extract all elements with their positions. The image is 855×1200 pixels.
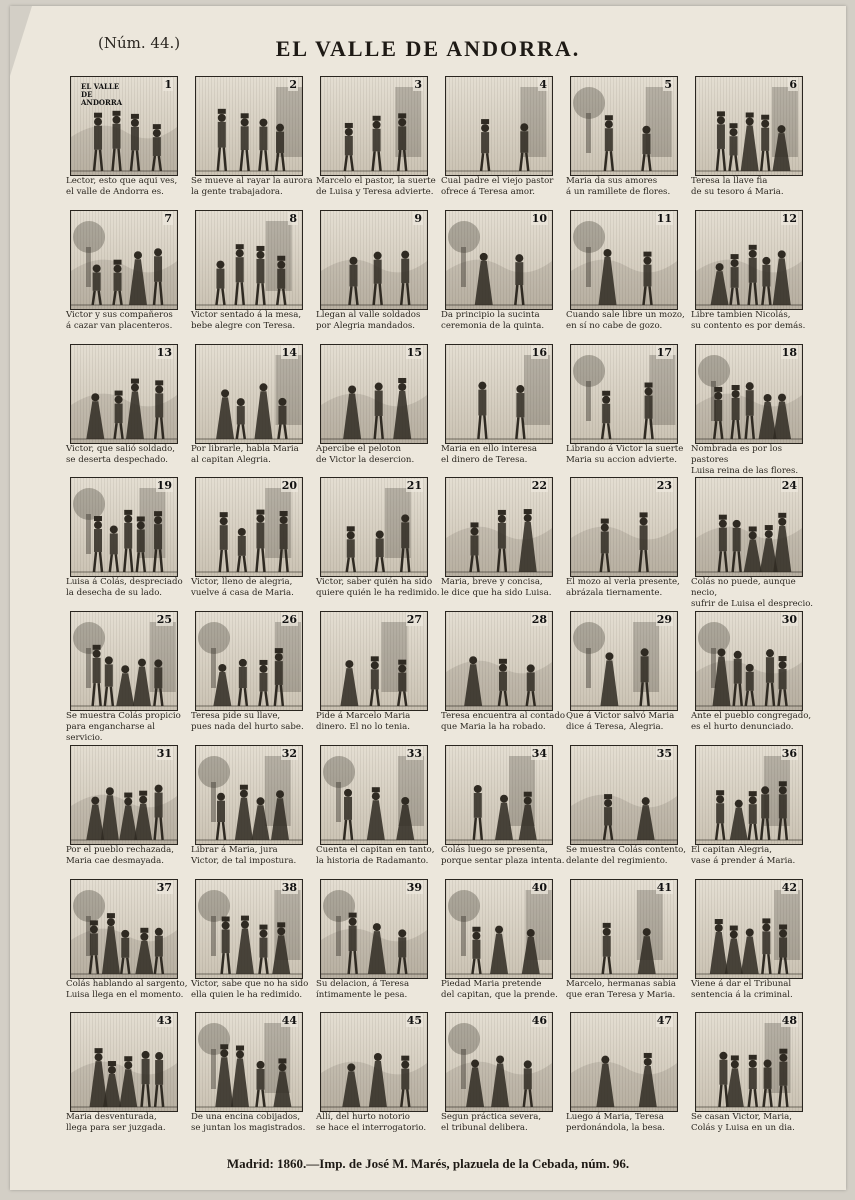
panel-number: 46 (531, 1014, 547, 1028)
panel-grid (64, 72, 814, 1142)
panel-43 (64, 1008, 189, 1142)
panel-47 (564, 1008, 689, 1142)
panel-caption: Maria en ello interesa el dinero de Teresa. (441, 443, 538, 465)
panel-24 (689, 473, 814, 610)
panel-39 (314, 875, 439, 1009)
panel-number: 45 (406, 1014, 422, 1028)
panel-29 (564, 607, 689, 741)
engraving-illustration (571, 478, 677, 576)
panel-caption: Cuando sale libre un mozo, en sí no cabe de gozo. (566, 309, 685, 331)
panel-number: 22 (531, 479, 547, 493)
panel-number: 2 (289, 78, 297, 91)
panel-caption: Se mueve al rayar la aurora la gente trabajadora. (191, 176, 313, 197)
panel-30 (689, 607, 814, 741)
panel-17 (564, 340, 689, 474)
engraving-illustration (196, 1013, 302, 1111)
panel-engraving (195, 1012, 303, 1112)
panel-engraving (445, 1012, 553, 1112)
panel-engraving (445, 611, 553, 711)
panel-number: 21 (406, 479, 422, 493)
panel-caption: Colás luego se presenta, porque sentar plaza intenta. (441, 844, 565, 866)
panel-42 (689, 875, 814, 1009)
panel-number: 48 (781, 1014, 797, 1028)
panel-number: 31 (156, 746, 172, 760)
panel-21 (314, 473, 439, 607)
panel-engraving (445, 745, 553, 845)
engraving-illustration (446, 478, 552, 576)
panel-35 (564, 741, 689, 875)
engraving-illustration (71, 478, 177, 576)
engraving-illustration (571, 211, 677, 309)
panel-number: 28 (531, 613, 547, 626)
panel-number: 36 (781, 746, 797, 760)
panel-11 (564, 206, 689, 340)
panel-caption: El mozo al verla presente, abrázala tiernamente. (566, 577, 680, 599)
panel-number: 24 (781, 479, 797, 493)
panel-engraving (70, 477, 178, 577)
engraving-illustration (321, 746, 427, 844)
panel-number: 26 (281, 613, 297, 626)
panel-32 (189, 741, 314, 875)
panel-caption: Ante el pueblo congregado, es el hurto denunciado. (691, 711, 812, 732)
panel-engraving (695, 210, 803, 310)
panel-40 (439, 875, 564, 1009)
panel-engraving (320, 1012, 428, 1112)
engraving-illustration (696, 880, 802, 978)
panel-caption: Se muestra Colás propicio para engancharse al servicio. (66, 711, 181, 743)
panel-caption: Cual padre el viejo pastor ofrece á Teresa amor. (441, 176, 554, 197)
panel-caption: Nombrada es por los pastores Luisa reina de las flores. (691, 443, 799, 476)
panel-caption: Por el pueblo rechazada, Maria cae desmayada. (66, 844, 174, 866)
panel-caption: Piedad Maria pretende del capitan, que la prende. (441, 978, 558, 1000)
panel-caption: Por librarle, habla Maria al capitan Alegria. (191, 443, 299, 465)
engraving-illustration (321, 211, 427, 309)
engraving-illustration (446, 77, 552, 175)
panel-engraving (695, 879, 803, 979)
panel-engraving (445, 879, 553, 979)
panel-3 (314, 72, 439, 206)
panel-number: 18 (781, 345, 797, 359)
panel-engraving (195, 210, 303, 310)
panel-caption: Se casan Victor, Maria, Colás y Luisa en un dia. (691, 1112, 795, 1134)
panel-engraving (320, 210, 428, 310)
panel-19 (64, 473, 189, 607)
panel-28 (439, 607, 564, 741)
panel-6 (689, 72, 814, 206)
panel-engraving (695, 611, 803, 711)
panel-number: 41 (656, 880, 672, 894)
panel-engraving (320, 745, 428, 845)
sheet-number: (Núm. 44.) (98, 34, 181, 52)
engraving-illustration (71, 211, 177, 309)
engraving-illustration (696, 478, 802, 576)
panel-37 (64, 875, 189, 1009)
panel-caption: Su delacion, á Teresa íntimamente le pesa. (316, 978, 410, 1000)
panel-engraving (445, 76, 553, 176)
panel-engraving (695, 477, 803, 577)
panel-9 (314, 206, 439, 340)
panel-41 (564, 875, 689, 1009)
panel-engraving (70, 611, 178, 711)
panel-engraving (320, 344, 428, 444)
panel-engraving (70, 1012, 178, 1112)
engraving-illustration (571, 746, 677, 844)
panel-caption: Luisa á Colás, despreciado la desecha de su lado. (66, 577, 183, 599)
panel-4 (439, 72, 564, 206)
panel-engraving (445, 344, 553, 444)
panel-number: 42 (781, 880, 797, 894)
engraving-illustration (196, 880, 302, 978)
panel-number: 40 (531, 880, 547, 894)
engraving-illustration (571, 345, 677, 443)
engraving-illustration (196, 612, 302, 710)
panel-number: 35 (656, 746, 672, 760)
panel-engraving (320, 76, 428, 176)
panel-number: 5 (664, 78, 672, 91)
panel-number: 33 (406, 746, 422, 760)
panel-engraving (195, 611, 303, 711)
panel-engraving (320, 477, 428, 577)
panel-number: 17 (656, 345, 672, 359)
panel-13 (64, 340, 189, 474)
panel-36 (689, 741, 814, 875)
panel-engraving (70, 879, 178, 979)
engraving-illustration (196, 345, 302, 443)
engraving-illustration (696, 1013, 802, 1111)
panel-engraving (195, 344, 303, 444)
panel-engraving (70, 210, 178, 310)
panel-45 (314, 1008, 439, 1142)
panel-engraving (70, 344, 178, 444)
panel-number: 27 (406, 613, 422, 626)
broadsheet (10, 6, 846, 1190)
panel-caption: Victor, que salió soldado, se deserta despechado. (66, 443, 176, 465)
panel-number: 47 (656, 1014, 672, 1028)
engraving-illustration (71, 880, 177, 978)
panel-engraving (70, 76, 178, 176)
engraving-illustration (696, 746, 802, 844)
engraving-illustration (196, 211, 302, 309)
engraving-illustration (321, 612, 427, 710)
panel-16 (439, 340, 564, 474)
panel-caption: Maria, breve y concisa, le dice que ha sido Luisa. (441, 577, 552, 599)
panel-number: 30 (781, 613, 797, 626)
panel-number: 9 (414, 211, 422, 225)
panel-number: 23 (656, 479, 672, 493)
panel-number: 29 (656, 613, 672, 626)
panel-31 (64, 741, 189, 875)
panel-engraving (695, 344, 803, 444)
panel-engraving (195, 76, 303, 176)
panel-25 (64, 607, 189, 741)
panel-caption: Cuenta el capitan en tanto, la historia de Radamanto. (316, 844, 435, 866)
panel-8 (189, 206, 314, 340)
engraving-illustration (71, 612, 177, 710)
panel-caption: Colás hablando al sargento, Luisa llega en el momento. (66, 978, 188, 1000)
panel-engraving (695, 1012, 803, 1112)
engraving-illustration (571, 612, 677, 710)
panel-engraving (695, 76, 803, 176)
panel-number: 8 (289, 211, 297, 225)
panel-14 (189, 340, 314, 474)
engraving-illustration (446, 345, 552, 443)
panel-number: 12 (781, 211, 797, 225)
panel-engraving (445, 210, 553, 310)
panel-engraving (570, 344, 678, 444)
panel-caption: Victor, sabe que no ha sido ella quien le ha redimido. (191, 978, 309, 1000)
panel-7 (64, 206, 189, 340)
panel-caption: Colás no puede, aunque necio, sufrir de Luisa el desprecio. (691, 577, 813, 610)
panel-engraving (195, 477, 303, 577)
panel-12 (689, 206, 814, 340)
panel-number: 20 (281, 479, 297, 493)
panel-caption: Marcelo el pastor, la suerte de Luisa y Teresa advierte. (316, 176, 436, 197)
engraving-illustration (571, 880, 677, 978)
panel-engraving (195, 745, 303, 845)
panel-48 (689, 1008, 814, 1142)
panel-engraving (195, 879, 303, 979)
panel-engraving (570, 477, 678, 577)
panel-caption: Victor y sus compañeros á cazar van placenteros. (66, 309, 173, 331)
panel-caption: Victor, lleno de alegria, vuelve á casa de Maria. (191, 577, 294, 599)
panel-engraving (570, 611, 678, 711)
panel-27 (314, 607, 439, 741)
engraving-illustration (446, 612, 552, 710)
panel-caption: Que á Victor salvó Maria dice á Teresa, Alegria. (566, 711, 675, 732)
panel-engraving (570, 210, 678, 310)
engraving-illustration (71, 345, 177, 443)
panel-number: 6 (789, 78, 797, 91)
imprint-footer: Madrid: 1860.—Imp. de José M. Marés, plazuela de la Cebada, núm. 96. (226, 1156, 630, 1171)
panel-number: 14 (281, 345, 297, 359)
panel-number: 38 (281, 880, 297, 894)
panel-number: 39 (406, 880, 422, 894)
panel-number: 43 (156, 1014, 172, 1028)
panel-caption: Apercibe el peloton de Victor la desercion. (316, 443, 415, 465)
panel-10 (439, 206, 564, 340)
panel-caption: Maria da sus amores á un ramillete de flores. (566, 176, 671, 197)
panel-engraving (320, 611, 428, 711)
panel-caption: Llegan al valle soldados por Alegria mandados. (316, 309, 421, 331)
panel-engraving (570, 879, 678, 979)
panel-2 (189, 72, 314, 206)
engraving-illustration (571, 1013, 677, 1111)
engraving-illustration (321, 880, 427, 978)
panel-engraving (70, 745, 178, 845)
panel-number: 10 (531, 211, 547, 225)
engraving-illustration (196, 478, 302, 576)
panel-46 (439, 1008, 564, 1142)
panel-number: 37 (156, 880, 172, 894)
panel-engraving (695, 745, 803, 845)
panel-caption: Luego á Maria, Teresa perdonándola, la besa. (566, 1112, 666, 1134)
panel-44 (189, 1008, 314, 1142)
panel-caption: Librando á Victor la suerte Maria su accion advierte. (566, 443, 684, 465)
panel-number: 15 (406, 345, 422, 359)
panel-number: 1 (164, 78, 172, 91)
panel-caption: Viene á dar el Tribunal sentencia á la criminal. (691, 978, 793, 1000)
panel-caption: De una encina cobijados, se juntan los magistrados. (191, 1112, 306, 1134)
sheet-title: EL VALLE DE ANDORRA. (275, 36, 581, 61)
panel-caption: Se muestra Colás contento, delante del regimiento. (566, 844, 687, 866)
panel-23 (564, 473, 689, 607)
panel-inscription: EL VALLE DE ANDORRA (81, 82, 123, 107)
panel-number: 19 (156, 479, 172, 493)
panel-number: 4 (539, 78, 547, 91)
engraving-illustration (321, 478, 427, 576)
panel-34 (439, 741, 564, 875)
panel-number: 25 (156, 613, 172, 626)
panel-5 (564, 72, 689, 206)
panel-number: 3 (414, 78, 422, 91)
engraving-illustration (696, 345, 802, 443)
panel-caption: Librar á Maria, jura Victor, de tal impostura. (191, 844, 297, 866)
engraving-illustration (696, 211, 802, 309)
engraving-illustration (71, 746, 177, 844)
panel-caption: Teresa pide su llave, pues nada del hurto sabe. (191, 711, 304, 732)
engraving-illustration (71, 1013, 177, 1111)
engraving-illustration (446, 1013, 552, 1111)
panel-38 (189, 875, 314, 1009)
panel-20 (189, 473, 314, 607)
panel-number: 34 (531, 746, 547, 760)
panel-caption: Maria desventurada, llega para ser juzgada. (66, 1112, 166, 1134)
engraving-illustration (571, 77, 677, 175)
panel-caption: Allí, del hurto notorio se hace el interrogatorio. (316, 1112, 427, 1134)
panel-number: 11 (656, 211, 672, 225)
engraving-illustration (321, 345, 427, 443)
engraving-illustration (696, 77, 802, 175)
panel-caption: Teresa encuentra al contado que Maria la ha robado. (441, 711, 565, 732)
panel-22 (439, 473, 564, 607)
panel-number: 13 (156, 345, 172, 359)
panel-15 (314, 340, 439, 474)
engraving-illustration (196, 77, 302, 175)
panel-number: 44 (281, 1014, 297, 1028)
engraving-illustration (446, 880, 552, 978)
engraving-illustration (321, 1013, 427, 1111)
panel-caption: Pide á Marcelo Maria dinero. El no lo tenia. (316, 711, 411, 732)
panel-engraving (445, 477, 553, 577)
engraving-illustration (446, 211, 552, 309)
panel-caption: Victor sentado á la mesa, bebe alegre con Teresa. (191, 309, 302, 331)
panel-26 (189, 607, 314, 741)
panel-caption: Teresa la llave fia de su tesoro á Maria. (691, 176, 784, 197)
engraving-illustration (696, 612, 802, 710)
engraving-illustration (196, 746, 302, 844)
panel-engraving (320, 879, 428, 979)
panel-caption: Victor, saber quién ha sido quiere quién le ha redimido. (316, 577, 440, 599)
panel-33 (314, 741, 439, 875)
panel-number: 16 (531, 345, 547, 359)
panel-caption: Marcelo, hermanas sabia que eran Teresa y Maria. (566, 978, 677, 1000)
panel-number: 32 (281, 746, 297, 760)
panel-engraving (570, 76, 678, 176)
engraving-illustration (446, 746, 552, 844)
panel-engraving (570, 745, 678, 845)
panel-1 (64, 72, 189, 206)
panel-caption: Segun práctica severa, el tribunal delibera. (441, 1112, 542, 1134)
panel-caption: Libre tambien Nicolás, su contento es por demás. (691, 309, 806, 331)
panel-number: 7 (164, 211, 172, 225)
panel-engraving (570, 1012, 678, 1112)
panel-caption: Lector, esto que aqui ves, el valle de Andorra es. (66, 176, 178, 197)
engraving-illustration (321, 77, 427, 175)
panel-caption: El capitan Alegria, vase á prender á Maria. (691, 844, 796, 866)
panel-18 (689, 340, 814, 474)
panel-caption: Da principio la sucinta ceremonia de la quinta. (441, 309, 545, 331)
